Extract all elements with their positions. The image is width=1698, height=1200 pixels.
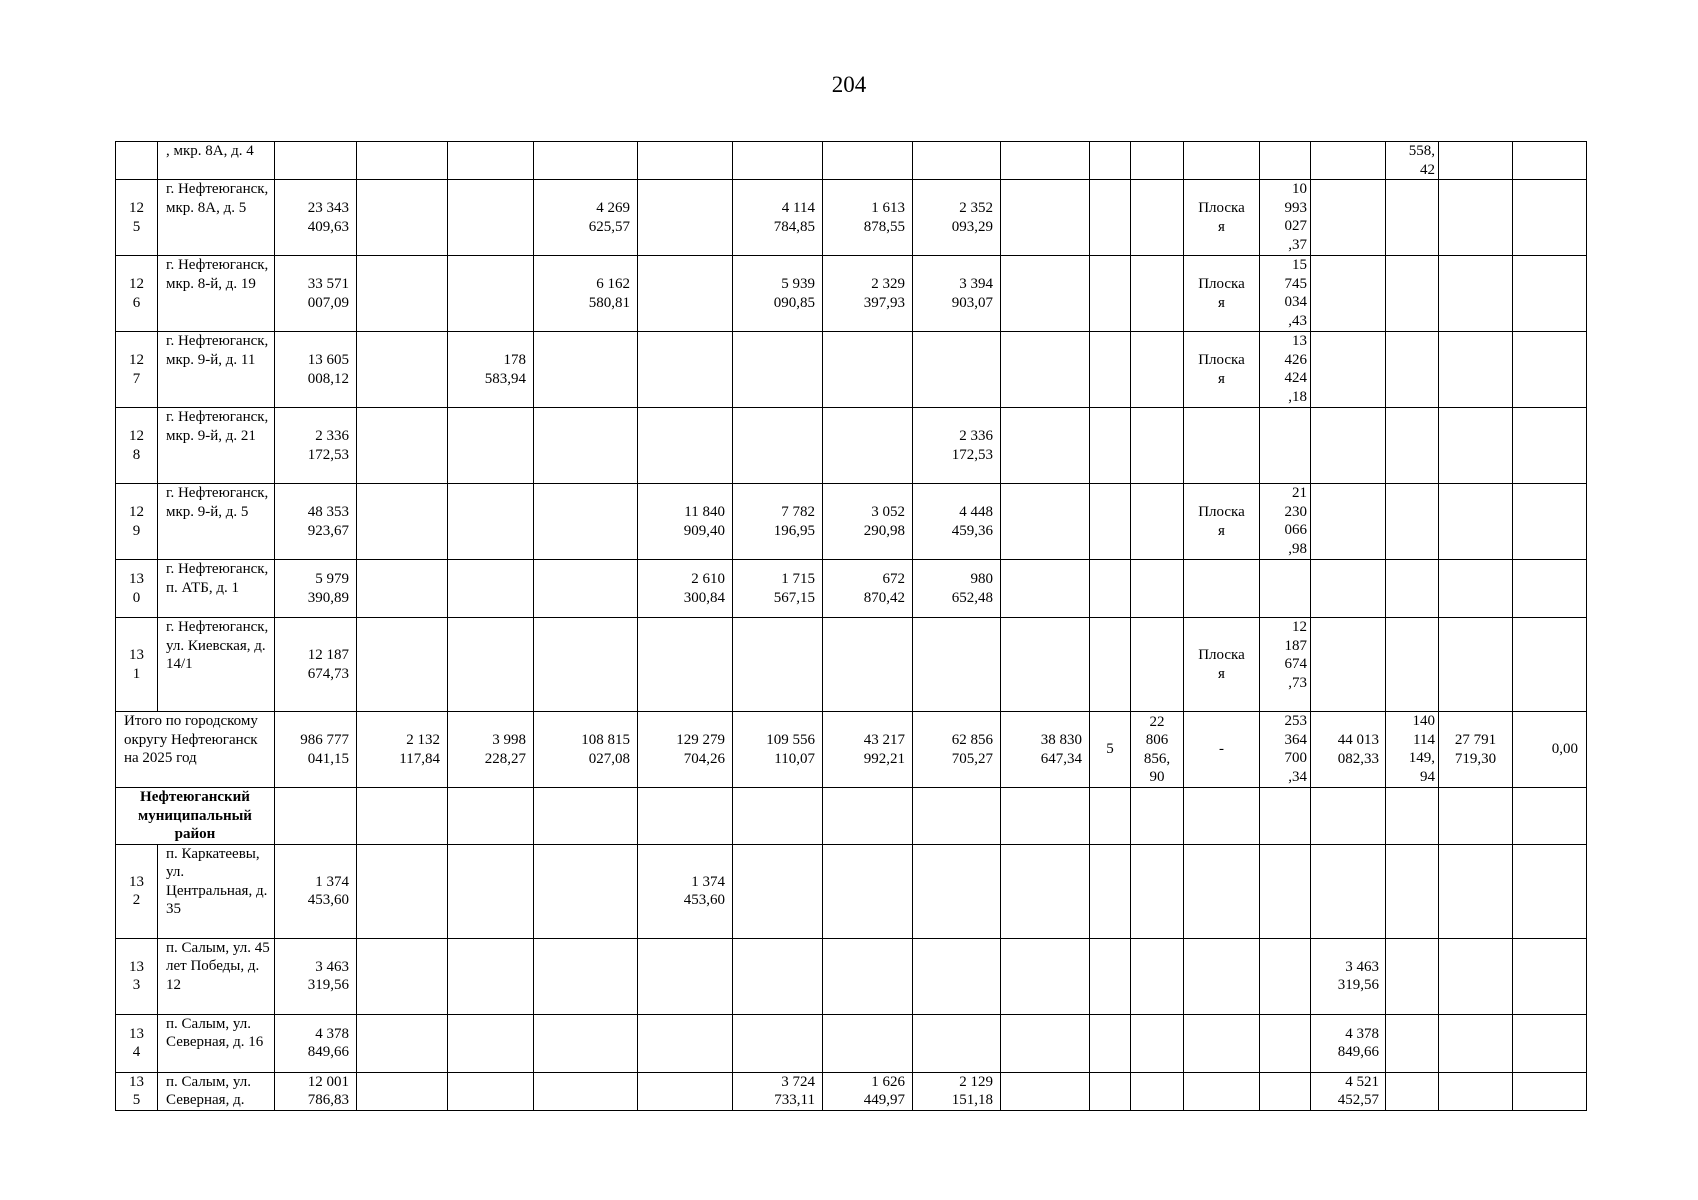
cell-col5 [448,1072,534,1110]
cell-col4 [357,180,448,256]
cell-col5 [448,484,534,560]
total-cell-col8: 109 556 110,07 [733,712,823,788]
cell-col16 [1311,256,1386,332]
cell-col8 [733,408,823,484]
cell-total-cost: 33 571 007,09 [275,256,357,332]
cell-col19 [1513,1014,1587,1072]
cell-col5 [448,256,534,332]
cell-total-cost: 4 378 849,66 [275,1014,357,1072]
cell-col4 [357,256,448,332]
cell-roof-type [1184,142,1260,180]
cell-col6 [534,618,638,712]
table-row [116,618,1587,712]
cell-col15: 13 426 424 ,18 [1260,332,1311,408]
cell-total-cost: 12 001 786,83 [275,1072,357,1110]
cell-total-cost: 23 343 409,63 [275,180,357,256]
cell-col18 [1439,618,1513,712]
cell-col17 [1386,256,1439,332]
cell-col7 [638,1014,733,1072]
district-empty-cell [357,788,448,845]
district-title: Нефтеюганский муниципальный район [116,788,275,845]
total-cell-col16: 44 013 082,33 [1311,712,1386,788]
cell-col8 [733,332,823,408]
total-cell-col10: 62 856 705,27 [913,712,1001,788]
cell-col10: 4 448 459,36 [913,484,1001,560]
cell-total-cost: 1 374 453,60 [275,844,357,938]
cell-col9 [823,408,913,484]
cell-col5 [448,844,534,938]
cell-col6 [534,844,638,938]
row-address: п. Каркатеевы, ул. Центральная, д. 35 [158,844,275,938]
cell-col4 [357,844,448,938]
cell-col17 [1386,1014,1439,1072]
cell-col4 [357,332,448,408]
row-address: , мкр. 8А, д. 4 [158,142,275,180]
cell-roof-type: Плоска я [1184,618,1260,712]
cell-col10 [913,332,1001,408]
row-number: 13 1 [116,618,158,712]
cell-col19 [1513,618,1587,712]
cell-col15 [1260,142,1311,180]
district-empty-cell [1386,788,1439,845]
cell-col6: 4 269 625,57 [534,180,638,256]
cell-col7 [638,1072,733,1110]
row-address: г. Нефтеюганск, п. АТБ, д. 1 [158,560,275,618]
district-empty-cell [1090,788,1131,845]
cell-col15: 12 187 674 ,73 [1260,618,1311,712]
table-row [116,938,1587,1014]
cell-roof-type: Плоска я [1184,332,1260,408]
cell-col7: 1 374 453,60 [638,844,733,938]
cell-col13 [1131,408,1184,484]
cell-col12 [1090,332,1131,408]
cell-col13 [1131,332,1184,408]
row-address: п. Салым, ул. Северная, д. 16 [158,1014,275,1072]
cell-col17 [1386,408,1439,484]
cell-col7 [638,256,733,332]
cell-col19 [1513,844,1587,938]
row-number: 12 8 [116,408,158,484]
cell-col10: 2 129 151,18 [913,1072,1001,1110]
row-number: 12 6 [116,256,158,332]
cell-total-cost: 12 187 674,73 [275,618,357,712]
district-empty-cell [1311,788,1386,845]
cell-col13 [1131,180,1184,256]
cell-col6 [534,1014,638,1072]
cell-col11 [1001,560,1090,618]
cell-col9 [823,142,913,180]
cell-col12 [1090,618,1131,712]
cell-col15 [1260,844,1311,938]
cell-col12 [1090,1072,1131,1110]
row-address: г. Нефтеюганск, мкр. 9-й, д. 11 [158,332,275,408]
cell-col17 [1386,938,1439,1014]
cell-col17 [1386,332,1439,408]
cell-col5 [448,618,534,712]
row-address: г. Нефтеюганск, мкр. 8А, д. 5 [158,180,275,256]
total-cell-col9: 43 217 992,21 [823,712,913,788]
cell-col6: 6 162 580,81 [534,256,638,332]
cell-col4 [357,408,448,484]
cell-col11 [1001,256,1090,332]
cell-total-cost: 3 463 319,56 [275,938,357,1014]
cell-col15 [1260,408,1311,484]
cell-col10 [913,1014,1001,1072]
district-empty-cell [1439,788,1513,845]
row-number: 13 2 [116,844,158,938]
cell-col18 [1439,844,1513,938]
cell-col4 [357,142,448,180]
table-row [116,484,1587,560]
district-empty-cell [638,788,733,845]
cell-col16 [1311,332,1386,408]
cell-col18 [1439,180,1513,256]
cell-col17 [1386,484,1439,560]
cell-roof-type: Плоска я [1184,256,1260,332]
total-cell-col13: 22 806 856, 90 [1131,712,1184,788]
cell-col11 [1001,332,1090,408]
cell-col8 [733,142,823,180]
cell-col6 [534,408,638,484]
cell-col8: 5 939 090,85 [733,256,823,332]
cell-col15 [1260,938,1311,1014]
cell-col8 [733,618,823,712]
cell-col18 [1439,1014,1513,1072]
cell-col12 [1090,408,1131,484]
cell-col9 [823,332,913,408]
cell-roof-type [1184,1014,1260,1072]
table-row [116,142,1587,180]
district-empty-cell [1260,788,1311,845]
cell-col9: 1 613 878,55 [823,180,913,256]
cell-col10 [913,844,1001,938]
row-number: 13 3 [116,938,158,1014]
cell-col18 [1439,332,1513,408]
cell-col11 [1001,938,1090,1014]
cell-col7: 2 610 300,84 [638,560,733,618]
cell-col12 [1090,938,1131,1014]
cell-col10 [913,618,1001,712]
cell-col11 [1001,408,1090,484]
cell-col13 [1131,142,1184,180]
cell-col9 [823,618,913,712]
cell-col7: 11 840 909,40 [638,484,733,560]
cell-col18 [1439,1072,1513,1110]
cell-col11 [1001,1072,1090,1110]
cell-col19 [1513,332,1587,408]
cell-col10: 2 352 093,29 [913,180,1001,256]
cell-col16 [1311,844,1386,938]
row-number: 13 4 [116,1014,158,1072]
district-empty-cell [1131,788,1184,845]
table-row [116,256,1587,332]
district-empty-cell [534,788,638,845]
total-cell-col3: 986 777 041,15 [275,712,357,788]
table-row [116,1014,1587,1072]
district-empty-cell [733,788,823,845]
cell-col4 [357,938,448,1014]
cell-col4 [357,560,448,618]
district-empty-cell [823,788,913,845]
row-address: г. Нефтеюганск, мкр. 8-й, д. 19 [158,256,275,332]
cell-col16 [1311,180,1386,256]
cell-col19 [1513,1072,1587,1110]
cell-col5 [448,560,534,618]
cell-col17 [1386,1072,1439,1110]
total-cell-col14: - [1184,712,1260,788]
cell-roof-type [1184,408,1260,484]
cell-col9: 672 870,42 [823,560,913,618]
cell-col12 [1090,844,1131,938]
cell-col8 [733,1014,823,1072]
cell-col7 [638,408,733,484]
cell-col19 [1513,142,1587,180]
cell-col6 [534,560,638,618]
row-number: 12 9 [116,484,158,560]
cell-col18 [1439,142,1513,180]
table-row [116,560,1587,618]
total-row [116,712,1587,788]
cell-col16: 4 378 849,66 [1311,1014,1386,1072]
cell-col7 [638,332,733,408]
cell-col13 [1131,1072,1184,1110]
district-empty-cell [448,788,534,845]
cell-col13 [1131,844,1184,938]
cell-roof-type [1184,1072,1260,1110]
cell-col16 [1311,618,1386,712]
cell-col18 [1439,484,1513,560]
cell-col9: 2 329 397,93 [823,256,913,332]
cell-col12 [1090,256,1131,332]
cell-col15: 21 230 066 ,98 [1260,484,1311,560]
cell-col5 [448,408,534,484]
total-cell-col7: 129 279 704,26 [638,712,733,788]
cell-col13 [1131,256,1184,332]
cell-col12 [1090,142,1131,180]
district-empty-cell [913,788,1001,845]
total-cell-col19: 0,00 [1513,712,1587,788]
cell-col5 [448,180,534,256]
cell-col6 [534,1072,638,1110]
cell-col10: 2 336 172,53 [913,408,1001,484]
cell-col10 [913,938,1001,1014]
cell-col16 [1311,142,1386,180]
cell-col17 [1386,844,1439,938]
cell-col18 [1439,938,1513,1014]
cell-col11 [1001,618,1090,712]
cell-col7 [638,142,733,180]
row-address: г. Нефтеюганск, ул. Киевская, д. 14/1 [158,618,275,712]
cell-col4 [357,618,448,712]
cell-col17: 558, 42 [1386,142,1439,180]
total-cell-col18: 27 791 719,30 [1439,712,1513,788]
cell-col13 [1131,938,1184,1014]
total-cell-col15: 253 364 700 ,34 [1260,712,1311,788]
cell-col18 [1439,560,1513,618]
cell-col5: 178 583,94 [448,332,534,408]
cell-col9: 3 052 290,98 [823,484,913,560]
cell-col6 [534,938,638,1014]
cell-col16: 3 463 319,56 [1311,938,1386,1014]
total-cell-col12: 5 [1090,712,1131,788]
cell-col13 [1131,1014,1184,1072]
cell-col7 [638,180,733,256]
cell-total-cost: 2 336 172,53 [275,408,357,484]
cell-col18 [1439,256,1513,332]
district-empty-cell [1184,788,1260,845]
total-cell-col11: 38 830 647,34 [1001,712,1090,788]
cell-col4 [357,484,448,560]
cell-col8 [733,938,823,1014]
cell-col9: 1 626 449,97 [823,1072,913,1110]
cell-col12 [1090,560,1131,618]
cell-col18 [1439,408,1513,484]
cell-col15 [1260,1072,1311,1110]
cell-total-cost: 48 353 923,67 [275,484,357,560]
row-address: п. Салым, ул. 45 лет Победы, д. 12 [158,938,275,1014]
total-cell-col5: 3 998 228,27 [448,712,534,788]
cell-col19 [1513,484,1587,560]
page-number: 204 [831,72,867,97]
cell-roof-type [1184,938,1260,1014]
cell-col6 [534,332,638,408]
cell-col15 [1260,1014,1311,1072]
cell-col5 [448,938,534,1014]
cell-col19 [1513,180,1587,256]
cell-col10 [913,142,1001,180]
cell-col17 [1386,618,1439,712]
cell-col16: 4 521 452,57 [1311,1072,1386,1110]
cell-col4 [357,1014,448,1072]
cell-roof-type: Плоска я [1184,484,1260,560]
cell-col15 [1260,560,1311,618]
cell-col8: 4 114 784,85 [733,180,823,256]
cell-col19 [1513,938,1587,1014]
cell-col17 [1386,560,1439,618]
cell-col15: 10 993 027 ,37 [1260,180,1311,256]
cell-roof-type [1184,560,1260,618]
cell-col5 [448,1014,534,1072]
cell-col19 [1513,560,1587,618]
cell-col7 [638,938,733,1014]
budget-table [115,141,1587,1111]
cell-roof-type: Плоска я [1184,180,1260,256]
table-row [116,844,1587,938]
cell-col13 [1131,484,1184,560]
table-row [116,180,1587,256]
cell-col12 [1090,484,1131,560]
cell-col11 [1001,1014,1090,1072]
cell-total-cost: 13 605 008,12 [275,332,357,408]
cell-col15: 15 745 034 ,43 [1260,256,1311,332]
cell-col9 [823,844,913,938]
district-empty-cell [275,788,357,845]
cell-col16 [1311,560,1386,618]
row-address: п. Салым, ул. Северная, д. [158,1072,275,1110]
row-number [116,142,158,180]
cell-col9 [823,1014,913,1072]
cell-col11 [1001,142,1090,180]
cell-total-cost [275,142,357,180]
cell-col16 [1311,484,1386,560]
cell-col7 [638,618,733,712]
cell-col13 [1131,560,1184,618]
cell-total-cost: 5 979 390,89 [275,560,357,618]
cell-col9 [823,938,913,1014]
cell-col12 [1090,1014,1131,1072]
table-row [116,332,1587,408]
cell-col11 [1001,844,1090,938]
total-label: Итого по городскому округу Нефтеюганск на 2025 год [116,712,275,788]
cell-col6 [534,142,638,180]
cell-col8 [733,844,823,938]
cell-col11 [1001,180,1090,256]
total-cell-col6: 108 815 027,08 [534,712,638,788]
cell-col16 [1311,408,1386,484]
cell-col11 [1001,484,1090,560]
cell-col4 [357,1072,448,1110]
cell-col8: 7 782 196,95 [733,484,823,560]
district-empty-cell [1001,788,1090,845]
cell-col5 [448,142,534,180]
row-address: г. Нефтеюганск, мкр. 9-й, д. 21 [158,408,275,484]
row-number: 13 5 [116,1072,158,1110]
cell-col13 [1131,618,1184,712]
row-address: г. Нефтеюганск, мкр. 9-й, д. 5 [158,484,275,560]
cell-col10: 980 652,48 [913,560,1001,618]
cell-roof-type [1184,844,1260,938]
district-header-row [116,788,1587,845]
total-cell-col17: 140 114 149, 94 [1386,712,1439,788]
cell-col8: 1 715 567,15 [733,560,823,618]
cell-col8: 3 724 733,11 [733,1072,823,1110]
cell-col6 [534,484,638,560]
row-number: 12 5 [116,180,158,256]
district-empty-cell [1513,788,1587,845]
cell-col12 [1090,180,1131,256]
table-row [116,408,1587,484]
row-number: 13 0 [116,560,158,618]
row-number: 12 7 [116,332,158,408]
cell-col10: 3 394 903,07 [913,256,1001,332]
total-cell-col4: 2 132 117,84 [357,712,448,788]
table-row [116,1072,1587,1110]
cell-col19 [1513,256,1587,332]
cell-col19 [1513,408,1587,484]
cell-col17 [1386,180,1439,256]
